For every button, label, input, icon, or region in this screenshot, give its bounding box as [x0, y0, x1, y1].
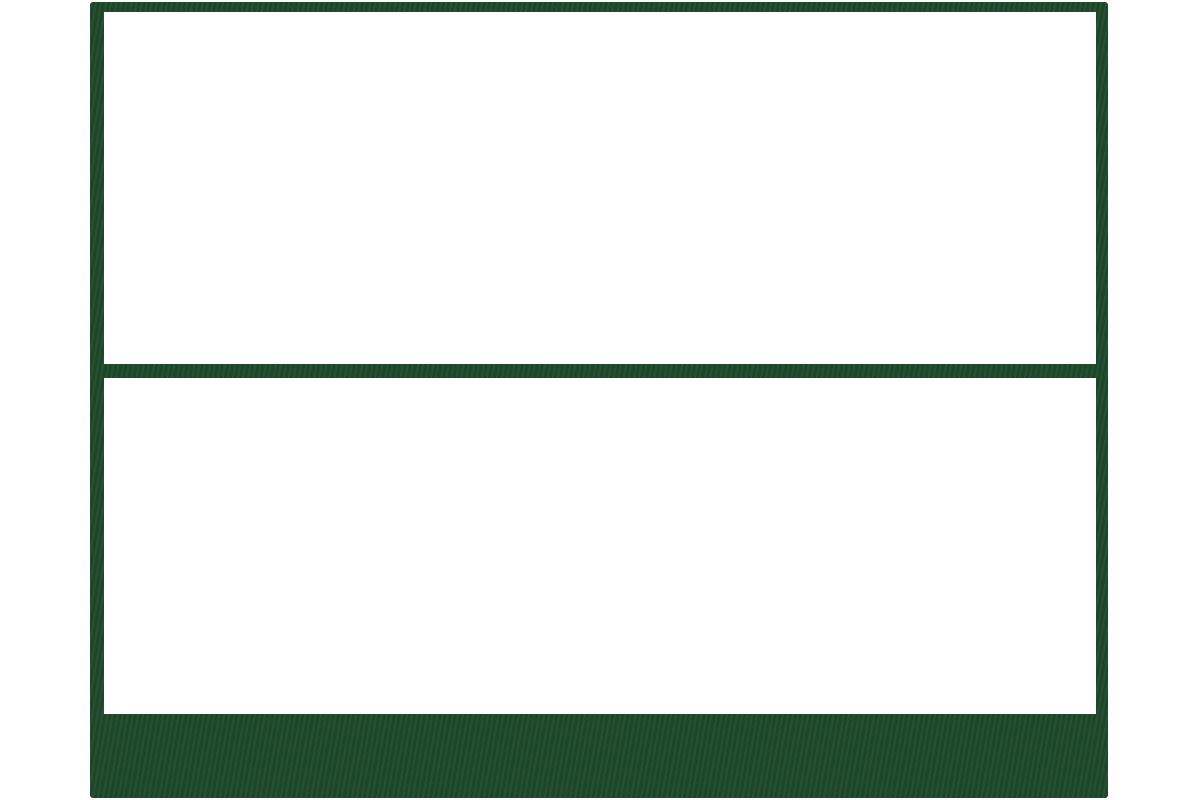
- top-page: [104, 12, 1096, 364]
- bottom-page: [104, 378, 1096, 714]
- spiral-binding: [104, 332, 1096, 394]
- week-indicator: [996, 46, 1038, 64]
